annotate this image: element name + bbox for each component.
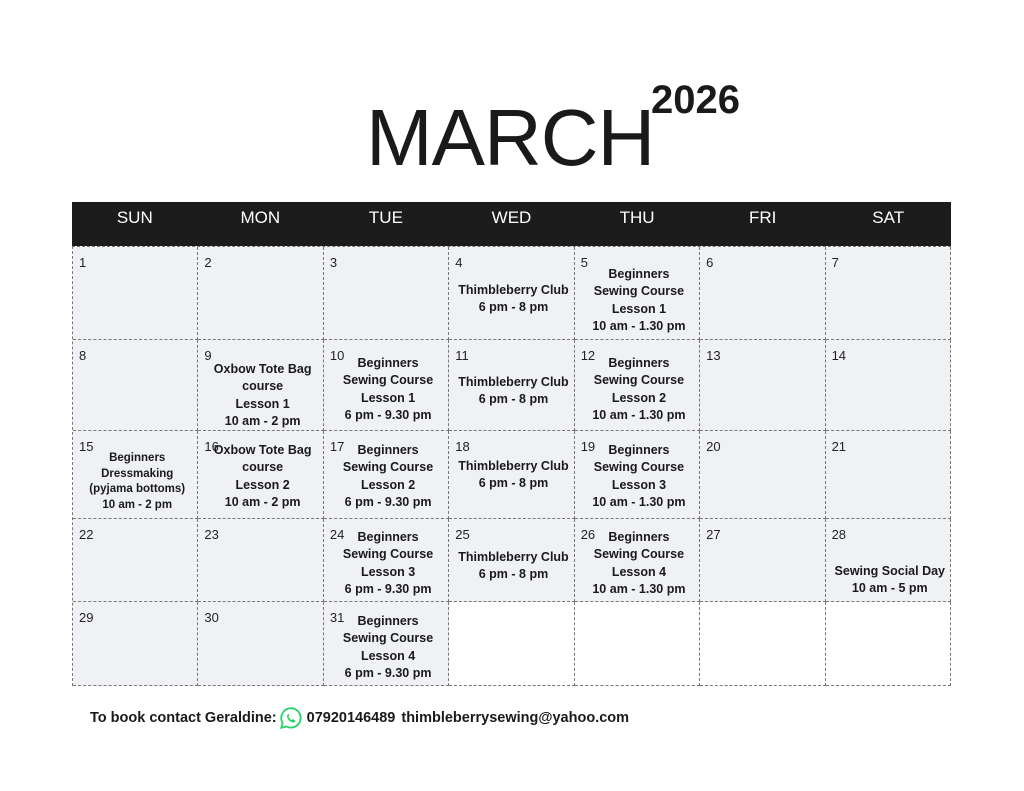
event: [583, 355, 695, 425]
event: [834, 563, 946, 598]
event-line: Lesson 3: [360, 564, 416, 579]
event: [329, 527, 444, 599]
day-number: 16: [204, 439, 219, 454]
day-cell: [198, 340, 323, 431]
event-line: 6 pm - 9.30 pm: [344, 408, 432, 423]
calendar: [72, 202, 951, 686]
day-cell: [449, 340, 574, 431]
day-number: 1: [79, 255, 87, 270]
event-line: Sewing Course: [593, 547, 685, 562]
event-line: 6 pm - 9.30 pm: [344, 582, 432, 597]
email-address[interactable]: thimbleberrysewing@yahoo.com: [401, 710, 630, 726]
event: [206, 361, 318, 431]
day-number: 29: [79, 610, 94, 625]
event-line: Lesson 2: [611, 390, 667, 405]
day-cell: [449, 431, 574, 519]
event-line: 10 am - 2 pm: [102, 498, 173, 511]
day-cell: [575, 519, 700, 602]
event-line: Beginners: [357, 443, 419, 457]
day-number: 18: [455, 439, 470, 454]
event-line: Beginners: [357, 356, 419, 370]
day-number: 6: [706, 255, 714, 270]
event: [332, 442, 444, 512]
event: [457, 549, 569, 584]
event: [583, 266, 695, 336]
event-line: Beginners: [608, 267, 670, 281]
weekday-label: FRI: [748, 208, 777, 227]
day-number: 7: [831, 255, 839, 270]
event-line: 10 am - 5 pm: [851, 581, 928, 596]
event-line: 6 pm - 8 pm: [478, 300, 549, 315]
day-cell: [575, 431, 700, 519]
day-cell: [73, 602, 198, 686]
event-line: course: [242, 460, 284, 475]
day-number: 8: [79, 348, 87, 363]
phone-number[interactable]: 07920146489: [306, 710, 396, 726]
event-line: Sewing Course: [593, 460, 685, 475]
day-cell: [575, 247, 700, 340]
day-cell: [700, 519, 825, 602]
event-line: 10 am - 2 pm: [224, 414, 301, 429]
event-line: Lesson 1: [235, 396, 290, 411]
whatsapp-icon: [279, 706, 303, 730]
event-line: Dressmaking: [101, 467, 174, 480]
day-cell: [826, 340, 951, 431]
event-line: Thimbleberry Club: [458, 550, 569, 564]
event-line: Thimbleberry Club: [458, 375, 569, 389]
event: [332, 355, 444, 425]
event-line: Sewing Course: [342, 547, 434, 562]
day-number: 20: [706, 439, 721, 454]
day-cell: [324, 340, 449, 431]
booking-footer: [90, 706, 629, 730]
day-number: 5: [580, 255, 588, 270]
day-cell: [449, 247, 574, 340]
day-cell: [73, 340, 198, 431]
event-line: (pyjama bottoms): [89, 483, 186, 496]
event-line: course: [242, 379, 284, 394]
event-line: 6 pm - 9.30 pm: [344, 666, 432, 681]
event: [457, 374, 569, 409]
day-number: 26: [580, 527, 596, 542]
event-line: Lesson 3: [611, 477, 667, 492]
event-line: Sewing Course: [593, 284, 685, 299]
day-cell: [826, 247, 951, 340]
day-number: 24: [329, 527, 345, 542]
day-number: 10: [329, 348, 345, 363]
event: [81, 451, 193, 513]
day-cell: [198, 519, 323, 602]
day-number: 21: [831, 439, 847, 454]
weekday-label: SUN: [116, 208, 153, 227]
event: [457, 282, 569, 317]
day-cell: [575, 340, 700, 431]
event-line: 6 pm - 8 pm: [478, 567, 549, 582]
event-line: Beginners: [357, 530, 419, 544]
day-number: 3: [329, 255, 338, 270]
day-cell: [826, 431, 951, 519]
event-line: Sewing Social Day: [834, 564, 946, 578]
empty-day-cell: [449, 602, 574, 686]
event-line: Beginners: [608, 530, 670, 544]
day-number: 9: [204, 348, 212, 363]
contact-label: To book contact Geraldine:: [90, 710, 277, 726]
day-cell: [198, 431, 323, 519]
event-line: Thimbleberry Club: [458, 459, 569, 473]
empty-day-cell: [575, 602, 700, 686]
day-cell: [324, 519, 449, 602]
day-number: 23: [204, 527, 219, 542]
day-cell: [449, 519, 574, 602]
weekday-header: [72, 202, 951, 246]
event-line: Sewing Course: [593, 373, 685, 388]
day-number: 2: [204, 255, 212, 270]
event-line: Lesson 2: [360, 477, 416, 492]
event-line: Lesson 4: [360, 648, 416, 663]
event-line: 6 pm - 8 pm: [478, 476, 549, 491]
event-line: 10 am - 1.30 pm: [592, 495, 686, 510]
event-line: Beginners: [608, 443, 670, 457]
empty-day-cell: [700, 602, 825, 686]
day-number: 12: [580, 348, 596, 363]
day-number: 28: [831, 527, 847, 542]
day-number: 31: [329, 610, 345, 625]
day-number: 17: [329, 439, 345, 454]
day-cell: [324, 247, 449, 340]
event-line: Lesson 4: [611, 564, 667, 579]
event-line: Sewing Course: [342, 631, 434, 646]
day-number: 27: [706, 527, 721, 542]
day-cell: [73, 431, 198, 519]
event-line: Lesson 1: [360, 390, 416, 405]
event-line: Thimbleberry Club: [458, 283, 569, 297]
month-title: MARCH: [366, 93, 655, 182]
event-line: 6 pm - 9.30 pm: [344, 495, 432, 510]
day-cell: [700, 247, 825, 340]
weekday-label: THU: [619, 208, 655, 227]
event-line: Lesson 2: [235, 477, 290, 492]
event-line: 6 pm - 8 pm: [478, 392, 549, 407]
day-cell: [826, 519, 951, 602]
event-line: Lesson 1: [611, 301, 667, 316]
day-number: 30: [204, 610, 219, 625]
event-line: Oxbow Tote Bag: [213, 362, 312, 376]
event: [332, 613, 444, 683]
day-cell: [198, 247, 323, 340]
day-number: 19: [580, 439, 596, 454]
event-line: Sewing Course: [342, 373, 434, 388]
calendar-grid: [72, 246, 951, 686]
year-title: 2026: [651, 78, 740, 122]
event: [457, 458, 569, 493]
event-line: Beginners: [608, 356, 670, 370]
day-cell: [73, 247, 198, 340]
event: [583, 442, 695, 512]
day-number: 14: [831, 348, 847, 363]
day-cell: [198, 602, 323, 686]
weekday-label: MON: [240, 208, 281, 227]
event-line: Beginners: [109, 452, 166, 464]
event-line: Beginners: [357, 614, 419, 628]
day-cell: [700, 340, 825, 431]
event-line: Oxbow Tote Bag: [213, 443, 312, 457]
event-line: Sewing Course: [342, 460, 434, 475]
event-line: 10 am - 1.30 pm: [592, 582, 686, 597]
day-number: 11: [455, 348, 469, 363]
day-number: 13: [706, 348, 721, 363]
weekday-label: WED: [491, 208, 532, 227]
event-line: 10 am - 1.30 pm: [592, 319, 686, 334]
event-line: 10 am - 2 pm: [224, 495, 301, 510]
day-number: 15: [79, 439, 94, 454]
weekday-label: TUE: [368, 208, 403, 227]
day-cell: [324, 602, 449, 686]
event-line: 10 am - 1.30 pm: [592, 408, 686, 423]
day-cell: [324, 431, 449, 519]
day-number: 25: [455, 527, 470, 542]
day-number: 22: [79, 527, 94, 542]
day-cell: [73, 519, 198, 602]
empty-day-cell: [826, 602, 951, 686]
day-cell: [700, 431, 825, 519]
weekday-label: SAT: [872, 208, 905, 227]
event: [206, 442, 318, 512]
day-number: 4: [455, 255, 463, 270]
event: [580, 527, 695, 599]
